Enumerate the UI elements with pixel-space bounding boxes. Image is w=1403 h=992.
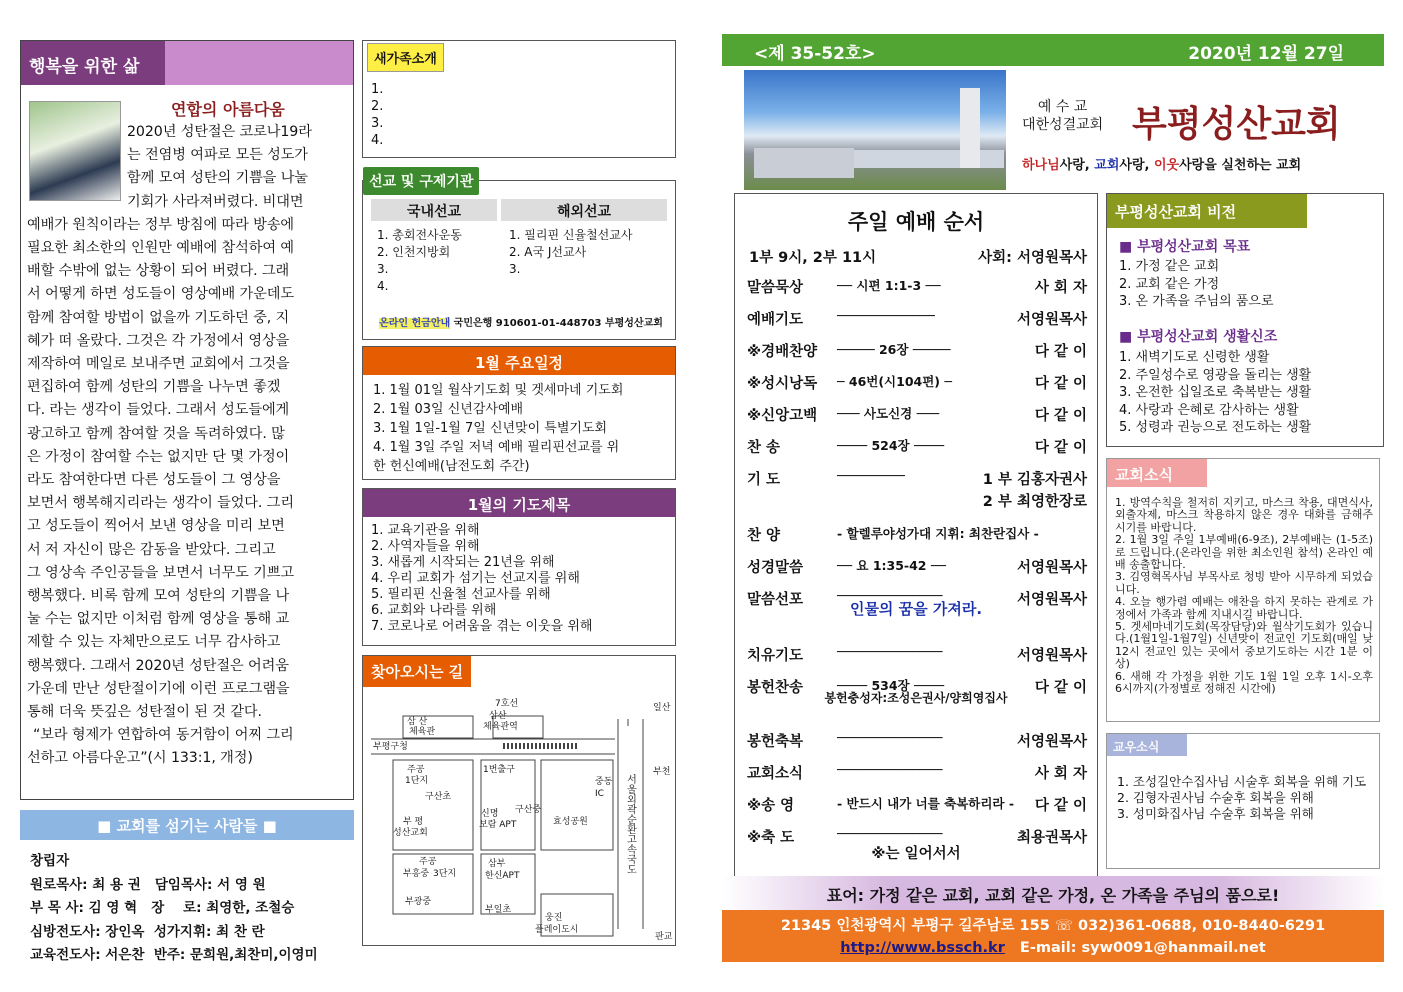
church-slogan — [1022, 154, 1301, 173]
worship-item-name: 봉헌찬송 — [747, 680, 804, 696]
member-news-box — [1106, 733, 1380, 869]
prayer-topic-item: 3. 새롭게 시작되는 21년을 위해 — [371, 555, 555, 570]
map-label: 부일초 — [485, 905, 512, 915]
member-news-list — [1117, 774, 1366, 822]
worship-host: 사회: 서영원목사 — [978, 250, 1087, 266]
denomination-line1: 예 수 교 — [1037, 99, 1088, 115]
worship-item-leader: 사 회 자 — [1034, 280, 1087, 296]
issue-number: <제 35-52호> — [754, 44, 876, 64]
worship-item-name: 교회소식 — [747, 766, 804, 782]
map-label: 구산중 — [515, 805, 542, 815]
january-schedule-item: 2. 1월 03일 신년감사예배 — [373, 402, 524, 417]
map-label: IC — [595, 789, 604, 799]
map-label: 중동 — [595, 777, 613, 787]
new-family-item: 4. — [371, 133, 384, 148]
mission-title: 선교 및 구제기관 — [363, 167, 479, 195]
worship-item-leader: 1 부 김홍자권사 — [982, 472, 1087, 488]
essay-line: 통해 더욱 뜻깊은 성탄절이 된 것 같다. — [27, 704, 262, 721]
essay-line: 은 가정이 참여할 수는 없지만 단 몇 가정이 — [27, 448, 290, 465]
standing-note: ※는 일어서서 — [871, 846, 961, 862]
new-family-box — [362, 40, 676, 158]
essay-line: 선하고 아름다운고”(시 133:1, 개정) — [27, 750, 253, 767]
essay-line: 는 전염병 여파로 모든 성도가 — [127, 147, 308, 164]
vision-box — [1106, 193, 1384, 447]
map-label: 보람 APT — [479, 820, 517, 830]
essay-line: 행복했다. 그래서 2020년 성탄절은 어려움 — [27, 657, 289, 674]
church-news-list — [1115, 497, 1373, 696]
prayer-topics-list — [371, 523, 592, 635]
map-label: 주공 — [419, 857, 437, 867]
essay-line: 기회가 사라져버렸다. 비대면 — [127, 193, 304, 210]
essay-line: 서 어떻게 하면 성도들이 영상예배 가운데도 — [27, 286, 294, 303]
worship-item-leader: 다 같 이 — [1034, 376, 1087, 392]
map-label: 효성공원 — [553, 817, 588, 827]
worship-item-detail: ───────── — [837, 468, 905, 483]
member-news-item: 3. 성미화집사님 수술후 회복을 위해 — [1117, 806, 1314, 821]
new-family-item: 1. — [371, 82, 384, 97]
worship-item-detail: ────────────── — [837, 644, 943, 659]
worship-item-leader: 서영원목사 — [1016, 560, 1087, 576]
worship-item-name: 말씀선포 — [747, 592, 804, 608]
essay-line: 고 성도들이 찍어서 보낸 영상을 미리 보면 — [27, 518, 285, 535]
map-label: 일산 — [653, 703, 671, 713]
online-offering-label: 온라인 헌금안내 — [379, 318, 451, 329]
january-schedule-list — [373, 381, 669, 476]
worship-item-name: 봉헌축복 — [747, 734, 804, 750]
domestic-mission-item: 4. — [377, 279, 389, 293]
church-news-item: 5. 겟세마네기도회(목장담당)와 월삭기도회가 있습니다.(1월1일-1월7일) 신년맞이 전교인 기도회(매일 낮 12시 전교인 있는 곳에서 중보기도하는 시간 1분 이상) — [1115, 620, 1373, 671]
essay-line: 그 영상속 주인공들을 보면서 너무도 기쁘고 — [27, 564, 294, 581]
goal-item: 2. 교회 같은 가정 — [1119, 276, 1220, 292]
online-offering — [377, 314, 665, 329]
essay-header-band — [165, 41, 353, 85]
essay-line: 다. 라는 생각이 들었다. 그래서 성도들에게 — [27, 402, 290, 419]
goal-title: ■ 부평성산교회 목표 — [1119, 239, 1251, 255]
church-news-title: 교회소식 — [1107, 459, 1207, 487]
church-news-box — [1106, 458, 1380, 722]
essay-line: 2020년 성탄절은 코로나19라 — [127, 124, 312, 140]
member-news-item: 1. 조성길안수집사님 시술후 회복을 위해 기도 — [1117, 774, 1367, 789]
worship-time-row — [749, 246, 1087, 267]
essay-line: 가운데 만난 성탄절이기에 이런 프로그램을 — [27, 680, 290, 697]
slogan-part: 하나님 — [1022, 158, 1060, 173]
worship-item-leader: 다 같 이 — [1034, 344, 1087, 360]
map-label: 성산교회 — [393, 828, 428, 838]
essay-line: 서 저 자신이 많은 감동을 받았다. 그리고 — [27, 541, 276, 558]
map-label: 구산초 — [425, 792, 452, 802]
member-news-title: 교우소식 — [1107, 734, 1187, 756]
prayer-topic-item: 5. 필리핀 신율철 선교사를 위해 — [371, 587, 551, 602]
overseas-mission-item: 1. 필리핀 신율철선교사 — [509, 228, 633, 242]
creed-item: 3. 온전한 십일조로 축복받는 생활 — [1119, 385, 1312, 400]
map-label: 부광중 — [405, 897, 432, 907]
worship-item-name: 치유기도 — [747, 648, 804, 664]
worship-item-detail: ────────────── — [837, 730, 943, 745]
map-label: 주공 — [407, 765, 425, 775]
worship-item-detail: - 반드시 내가 너를 축복하리라 - — [837, 796, 1015, 811]
directions-box — [362, 655, 676, 946]
worship-item-name: 찬 양 — [747, 528, 781, 544]
worship-item-detail: ─ 46번(시104편) ─ — [837, 374, 952, 389]
essay-line: 제할 수 있는 자체만으로도 너무 감사하고 — [27, 634, 281, 651]
worship-item-detail: ────────────── — [837, 588, 943, 603]
worship-item-leader: 다 같 이 — [1034, 798, 1087, 814]
worship-item-detail: ── 요 1:35-42 ── — [837, 558, 946, 573]
prayer-topic-item: 6. 교회와 나라를 위해 — [371, 603, 497, 618]
worship-item-name: 기 도 — [747, 472, 781, 488]
essay-photo-space — [27, 121, 127, 213]
essay-line: 필요한 최소한의 인원만 예배에 참석하여 예 — [27, 240, 294, 257]
overseas-mission-item: 3. — [509, 262, 521, 276]
new-family-item: 3. — [371, 116, 384, 131]
january-schedule-item: 1. 1월 01일 월삭기도회 및 겟세마네 기도회 — [373, 383, 624, 398]
slogan-part: 교회 — [1094, 158, 1120, 173]
domestic-list — [377, 227, 462, 295]
worship-item-detail: ──── 524장 ──── — [837, 438, 945, 453]
vision-title: 부평성산교회 비전 — [1107, 194, 1307, 228]
prayer-topics-title: 1월의 기도제목 — [363, 489, 675, 517]
domestic-mission-item: 1. 총회전사운동 — [377, 228, 462, 242]
worship-item-name: ※성시낭독 — [747, 376, 818, 392]
map-label: 체육관 — [409, 727, 436, 737]
motto-bar: 표어: 가정 같은 교회, 교회 같은 가정, 온 가족을 주님의 품으로! — [722, 876, 1384, 910]
worship-item-detail: - 할렐루야성가대 지휘: 최찬란집사 - — [837, 526, 1039, 541]
january-schedule-item: 4. 1월 3일 주일 저녁 예배 필리핀선교를 위 — [373, 440, 620, 455]
prayer-topic-item: 2. 사역자들을 위해 — [371, 539, 480, 554]
essay-line: “보라 형제가 연합하여 동거함이 어찌 그리 — [33, 727, 294, 744]
church-building-image — [744, 70, 1006, 190]
slogan-part: 사랑, — [1059, 158, 1095, 173]
essay-line: 광고하고 함께 참여할 것을 독려하였다. 많 — [27, 425, 285, 442]
essay-line: 예배가 원칙이라는 정부 방침에 따라 방송에 — [27, 216, 294, 233]
prayer-topic-item: 7. 코로나로 어려움을 겪는 이웃을 위해 — [371, 619, 593, 634]
map-label: 체육관역 — [483, 722, 518, 732]
creed-title: ■ 부평성산교회 생활신조 — [1119, 329, 1278, 345]
map-label: 3단지 — [433, 869, 457, 879]
new-family-item: 2. — [371, 99, 384, 114]
worship-item-detail: ───── 26장 ───── — [837, 342, 951, 357]
worship-item-detail: ── 시편 1:1-3 ── — [837, 278, 941, 293]
essay-line: 함께 모여 성탄의 기쁨을 나눌 — [127, 170, 308, 187]
worship-item-leader: 서영원목사 — [1016, 734, 1087, 750]
website-link[interactable]: http://www.bssch.kr — [840, 940, 1005, 956]
servant-row: 심방전도사: 장인옥 성가지휘: 최 찬 란 — [30, 923, 265, 940]
essay-line: 눌 수는 없지만 이처럼 함께 영상을 통해 교 — [27, 611, 290, 628]
worship-item-leader: 서영원목사 — [1016, 648, 1087, 664]
essay-section — [20, 40, 354, 800]
servant-row: 교육전도사: 서은찬 반주: 문희원,최찬미,이영미 — [30, 947, 318, 963]
essay-line: 혜가 떠 올랐다. 그것은 각 가정에서 영상을 — [27, 332, 290, 349]
church-news-item: 2. 1월 3일 주일 1부예배(6-9조), 2부예배는 (1-5조)로 드립니다.(온라인을 위한 최소인원 참석) 온라인 예배 송출합니다. — [1115, 533, 1373, 572]
january-schedule-box — [362, 346, 676, 480]
worship-item-leader: 사 회 자 — [1034, 766, 1087, 782]
slogan-part: 이웃 — [1154, 158, 1180, 173]
map-label: 부흥중 — [403, 869, 430, 879]
issue-date: 2020년 12월 27일 — [1188, 44, 1344, 64]
map-highway-label: 서울외곽순환고속국도 — [624, 774, 636, 874]
essay-line: 배할 수밖에 없는 상황이 되어 버렸다. 그래 — [27, 263, 290, 280]
worship-item-name: 성경말씀 — [747, 560, 804, 576]
worship-item-leader: 2 부 최영한장로 — [982, 494, 1087, 510]
essay-line: 함께 참여할 방법이 없을까 기도하던 중, 지 — [27, 309, 290, 326]
sermon-title: 인물의 꿈을 가져라. — [849, 600, 983, 618]
creed-list — [1119, 349, 1311, 437]
creed-item: 1. 새벽기도로 신령한 생활 — [1119, 350, 1270, 365]
worship-item-name: ※송 영 — [747, 798, 795, 814]
map-label: 부평구청 — [373, 742, 408, 752]
church-news-item: 3. 김영혁목사님 부목사로 청빙 받아 시무하게 되었습니다. — [1115, 570, 1373, 596]
map-label: 7호선 — [495, 699, 519, 709]
essay-line: 제작하여 메일로 보내주면 교회에서 그것을 — [27, 356, 290, 373]
denomination — [1022, 98, 1103, 134]
january-schedule-item: 3. 1월 1일-1월 7일 신년맞이 특별기도회 — [373, 421, 608, 436]
prayer-topic-item: 1. 교육기관을 위해 — [371, 523, 480, 538]
worship-item-name: ※신앙고백 — [747, 408, 818, 424]
worship-item-name: 찬 송 — [747, 440, 781, 456]
worship-item-name: ※축 도 — [747, 830, 795, 846]
servants-header: ■ 교회를 섬기는 사람들 ■ — [20, 810, 354, 840]
slogan-part: 사랑, — [1119, 158, 1154, 173]
worship-item-detail: ──── 534장 ──── — [837, 678, 945, 693]
worship-order-title: 주일 예배 순서 — [847, 210, 985, 234]
goal-list — [1119, 258, 1274, 311]
map-label: 삼부 — [488, 859, 506, 869]
worship-item-detail: ───────────── — [837, 308, 935, 323]
servants-list — [30, 850, 318, 968]
goal-item: 3. 온 가족을 주님의 품으로 — [1119, 294, 1274, 309]
map-label: 삼산 — [489, 711, 507, 721]
worship-item-leader: 서영원목사 — [1016, 312, 1087, 328]
worship-item-leader: 다 같 이 — [1034, 408, 1087, 424]
worship-item-name: 예배기도 — [747, 312, 804, 328]
worship-item-detail: ─── 사도신경 ─── — [837, 406, 940, 421]
creed-item: 5. 성령과 권능으로 전도하는 생활 — [1119, 420, 1312, 435]
new-family-title: 새가족소개 — [367, 43, 444, 72]
church-news-item: 6. 새해 각 가정을 위한 기도 1월 1일 오후 1시-오후 6시까지(가정별로 정해진 시간에) — [1115, 669, 1373, 696]
prayer-topics-box — [362, 488, 676, 646]
creed-item: 2. 주일성수로 영광을 돌리는 생활 — [1119, 367, 1312, 383]
overseas-header: 해외선교 — [501, 199, 667, 221]
worship-item-detail: ────────────── — [837, 762, 943, 777]
slogan-part: 사랑을 실천하는 교회 — [1179, 158, 1302, 173]
essay-line: 라도 참여한다면 다른 성도들이 그 영상을 — [27, 472, 281, 489]
directions-map — [363, 684, 677, 946]
church-address: 21345 인천광역시 부평구 길주남로 155 ☏ 032)361-0688, 010-8440-6291 — [780, 918, 1326, 934]
creed-item: 4. 사랑과 은혜로 감사하는 생활 — [1119, 402, 1299, 418]
footer-address — [722, 910, 1384, 962]
map-label: 부 평 — [403, 817, 424, 827]
map-label: 1단지 — [405, 776, 429, 786]
offering-servers: 봉헌충성자:조성은권사/양희영집사 — [824, 691, 1008, 705]
worship-item-leader: 최용권목사 — [1016, 830, 1087, 846]
domestic-header: 국내선교 — [371, 199, 497, 221]
church-news-item: 1. 방역수칙을 철저히 지키고, 마스크 착용, 대면식사, 외출자제, 마스크 착용하지 않은 경우 대화를 금해주시기를 바랍니다. — [1115, 496, 1373, 534]
worship-item-leader: 다 같 이 — [1034, 680, 1087, 696]
church-news-item: 4. 오늘 행가렴 예배는 애찬을 하지 못하는 관계로 가정에서 가족과 함께 지내시길 바랍니다. — [1115, 595, 1373, 621]
mission-box — [362, 174, 676, 340]
worship-item-leader: 서영원목사 — [1016, 592, 1087, 608]
new-family-list — [371, 81, 383, 149]
servant-row: 원로목사: 최 용 권 담임목사: 서 영 원 — [30, 876, 266, 893]
map-label: 한신APT — [485, 871, 520, 881]
essay-header: 행복을 위한 삶 — [21, 41, 165, 85]
map-label: 웅진 — [545, 913, 563, 923]
essay-title: 연합의 아름다움 — [171, 100, 285, 119]
domestic-mission-item: 3. — [377, 262, 389, 276]
map-label: 판교 — [655, 932, 673, 942]
worship-time: 1부 9시, 2부 11시 — [749, 250, 877, 266]
issue-bar — [722, 34, 1384, 66]
servant-row: 창립자 — [30, 853, 70, 869]
january-schedule-item: 한 헌신예배(남전도회 주간) — [373, 459, 530, 474]
essay-line: 행복했다. 비록 함께 모여 성탄의 기쁨을 나 — [27, 588, 290, 605]
denomination-line2: 대한성결교회 — [1022, 117, 1104, 133]
essay-line: 편집하여 함께 성탄의 기쁨을 나누면 좋겠 — [27, 379, 281, 396]
map-label: 부천 — [653, 767, 671, 777]
january-schedule-title: 1월 주요일정 — [363, 347, 675, 375]
map-label: 1번출구 — [483, 765, 515, 775]
overseas-mission-item: 2. A국 J선교사 — [509, 245, 587, 259]
online-offering-account: 국민은행 910601-01-448703 부평성산교회 — [453, 318, 663, 329]
worship-item-name: ※경배찬양 — [747, 344, 818, 360]
servant-row: 부 목 사: 김 영 혁 장 로: 최영한, 조철승 — [30, 900, 295, 916]
church-name: 부평성산교회 — [1132, 103, 1341, 145]
overseas-list — [509, 227, 632, 278]
map-label: 삼 산 — [407, 717, 428, 727]
goal-item: 1. 가정 같은 교회 — [1119, 259, 1220, 274]
essay-line: 보면서 행복해지리라는 생각이 들었다. 그리 — [27, 495, 294, 512]
email: E-mail: syw0091@hanmail.net — [1019, 940, 1266, 956]
worship-item-detail: ────────────── — [837, 826, 943, 841]
domestic-mission-item: 2. 인천지방회 — [377, 245, 451, 259]
worship-item-leader: 다 같 이 — [1034, 440, 1087, 456]
directions-title: 찾아오시는 길 — [363, 656, 471, 687]
essay-body — [27, 121, 347, 771]
prayer-topic-item: 4. 우리 교회가 섬기는 선교지를 위해 — [371, 571, 580, 586]
member-news-item: 2. 김형자권사님 수술후 회복을 위해 — [1117, 790, 1314, 805]
map-label: 신명 — [481, 809, 499, 819]
map-label: 플레이도시 — [535, 925, 579, 935]
worship-order-box — [734, 193, 1098, 883]
worship-item-name: 말씀묵상 — [747, 280, 804, 296]
